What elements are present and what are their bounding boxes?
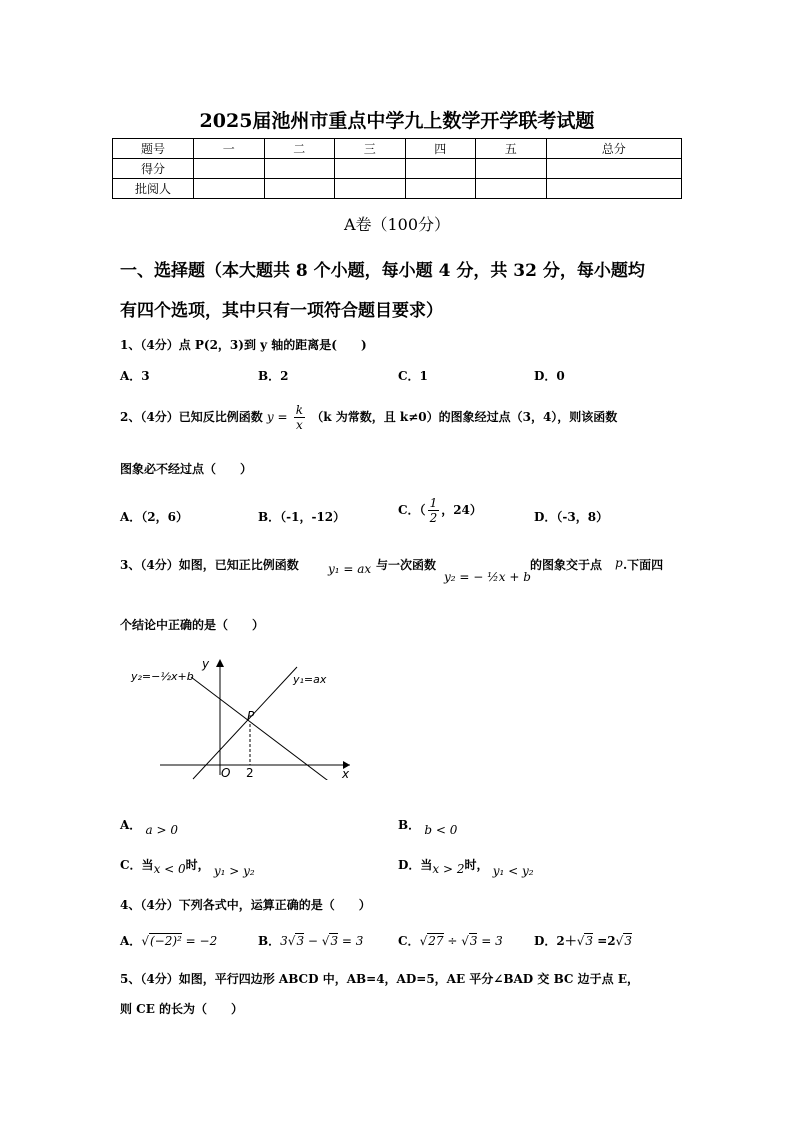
q4-option-d-label: D．2＋	[534, 934, 577, 948]
q2-option-c[interactable]	[398, 496, 482, 525]
table-row	[113, 139, 682, 159]
q3-option-c-res: y₁ > y₂	[213, 864, 255, 878]
q4-option-b-coef: 3	[280, 934, 288, 948]
table-cell: 题号	[113, 139, 194, 159]
q3-y2-formula: y₂ = − ½x + b	[444, 570, 531, 584]
q2-stem-a: 2、（4分）已知反比例函数	[120, 410, 263, 424]
q4-option-c-result: = 3	[477, 934, 503, 948]
label-y2: y₂=−½x+b	[131, 670, 194, 683]
q3-option-c-mid: 时，	[185, 858, 210, 872]
part1-heading-line2: 有四个选项，其中只有一项符合题目要求）	[120, 301, 443, 321]
q1-option-d[interactable]: D．0	[534, 369, 565, 383]
q4-option-a-radicand: (−2)²	[149, 934, 182, 948]
q4-option-b-label: B．	[258, 934, 281, 948]
q3-point-label: p	[615, 556, 623, 570]
q2-option-c-fraction	[428, 496, 440, 525]
q1-option-c[interactable]: C．1	[398, 369, 428, 383]
q3-stem-d: .下面四	[623, 558, 664, 572]
q2-func-lhs: y =	[266, 410, 288, 424]
q3-option-b[interactable]	[398, 816, 458, 837]
q4-option-c[interactable]	[398, 932, 503, 949]
fraction-numerator: k	[295, 403, 304, 417]
section-a-heading: A卷（100分）	[343, 215, 451, 234]
score-input-cell[interactable]	[476, 179, 547, 199]
table-row	[113, 179, 682, 199]
q4-option-b-mid: −	[304, 934, 322, 948]
q1-stem: 1、（4分）点 P(2，3)到 y 轴的距离是( )	[120, 338, 367, 352]
label-origin: O	[221, 766, 231, 780]
score-input-cell[interactable]	[335, 179, 406, 199]
fraction-denominator: 2	[429, 511, 438, 525]
score-input-cell[interactable]	[405, 179, 476, 199]
q3-option-b-math: b < 0	[424, 823, 458, 837]
score-input-cell[interactable]	[194, 179, 265, 199]
sqrt-sign-icon: √	[141, 934, 149, 948]
score-input-cell[interactable]	[476, 159, 547, 179]
q4-option-a-label: A．	[120, 934, 142, 948]
y-axis-arrow-icon	[216, 659, 224, 667]
q3-option-d[interactable]	[398, 856, 534, 878]
q3-option-d-res: y₁ < y₂	[492, 864, 534, 878]
label-tick-2: 2	[246, 766, 254, 780]
q3-stem-a: 3、（4分）如图，已知正比例函数	[120, 558, 299, 572]
fraction-denominator: x	[295, 418, 303, 432]
score-input-cell[interactable]	[546, 159, 682, 179]
score-table	[112, 138, 682, 199]
table-cell: 得分	[113, 159, 194, 179]
q2-stem-line1	[120, 403, 617, 432]
q3-stem-e: 个结论中正确的是（ ）	[120, 618, 265, 632]
q3-option-b-label: B．	[398, 818, 421, 832]
table-cell: 四	[405, 139, 476, 159]
q2-option-c-pre: C．（	[398, 503, 426, 517]
q5-stem-line2: 则 CE 的长为（ ）	[120, 1002, 244, 1016]
q3-option-c-cond: x < 0	[153, 862, 186, 876]
q3-option-a-math: a > 0	[145, 823, 178, 837]
sqrt-sign-icon: √	[287, 934, 296, 948]
q4-option-c-label: C．	[398, 934, 420, 948]
q4-option-d-radicand1: 3	[585, 934, 594, 948]
q4-option-d[interactable]	[534, 932, 632, 949]
table-cell: 二	[264, 139, 335, 159]
sqrt-sign-icon: √	[461, 934, 469, 948]
table-cell: 一	[194, 139, 265, 159]
q3-option-c-label: C．当	[120, 858, 154, 872]
q4-option-a-result: = −2	[181, 934, 218, 948]
fraction-numerator: 1	[429, 496, 438, 510]
q4-option-b-radicand2: 3	[330, 934, 339, 948]
q4-option-d-mid: =2	[593, 934, 616, 948]
q2-option-d[interactable]: D．（-3，8）	[534, 510, 609, 524]
q4-option-c-radicand1: 27	[428, 934, 444, 948]
score-input-cell[interactable]	[335, 159, 406, 179]
q4-option-b[interactable]	[258, 932, 363, 949]
score-input-cell[interactable]	[405, 159, 476, 179]
q5-stem-line1: 5、（4分）如图，平行四边形 ABCD 中，AB=4，AD=5，AE 平分∠BAD 交 BC 边于点 E，	[120, 972, 639, 986]
sqrt-sign-icon: √	[576, 934, 585, 948]
q2-option-b[interactable]: B．（-1，-12）	[258, 510, 346, 524]
q3-option-d-label: D．当	[398, 858, 433, 872]
sqrt-sign-icon: √	[419, 934, 428, 948]
q2-func-fraction	[294, 403, 305, 432]
q3-option-c[interactable]	[120, 856, 255, 878]
score-input-cell[interactable]	[546, 179, 682, 199]
q1-option-a[interactable]: A．3	[120, 369, 150, 383]
q4-option-b-radicand1: 3	[296, 934, 305, 948]
q4-option-c-mid: ÷	[443, 934, 462, 948]
q3-option-d-mid: 时，	[464, 858, 489, 872]
q4-option-a[interactable]	[120, 932, 217, 949]
table-cell: 五	[476, 139, 547, 159]
q4-option-d-radicand2: 3	[624, 934, 632, 948]
q2-option-a[interactable]: A．（2，6）	[120, 510, 189, 524]
table-cell: 批阅人	[113, 179, 194, 199]
q2-option-c-post: ，24）	[441, 503, 482, 517]
q4-option-c-radicand2: 3	[469, 934, 478, 948]
q3-graph	[125, 655, 365, 780]
q4-stem: 4、（4分）下列各式中，运算正确的是（ ）	[120, 898, 371, 912]
sqrt-sign-icon: √	[615, 934, 624, 948]
score-input-cell[interactable]	[194, 159, 265, 179]
q3-stem-c: 的图象交于点	[530, 558, 603, 572]
exam-title: 2025届池州市重点中学九上数学开学联考试题	[199, 110, 595, 132]
line-y1	[193, 667, 297, 779]
table-row	[113, 159, 682, 179]
q3-option-d-cond: x > 2	[432, 862, 465, 876]
label-y1: y₁=ax	[293, 673, 327, 686]
table-cell: 总分	[546, 139, 682, 159]
q3-option-a-label: A．	[120, 818, 142, 832]
q1-option-b[interactable]: B．2	[258, 369, 289, 383]
label-point-p: P	[247, 709, 255, 723]
q3-stem-b: 与一次函数	[376, 558, 437, 572]
q2-stem-line2: 图象必不经过点（ ）	[120, 462, 253, 476]
q2-stem-b: （k 为常数，且 k≠0）的图象经过点（3，4），则该函数	[311, 410, 618, 424]
score-input-cell[interactable]	[264, 159, 335, 179]
label-axis-y: y	[202, 657, 210, 671]
sqrt-sign-icon: √	[321, 934, 330, 948]
q3-option-a[interactable]	[120, 816, 178, 837]
q3-y1-formula: y₁ = ax	[328, 562, 372, 576]
label-axis-x: x	[342, 767, 350, 780]
score-input-cell[interactable]	[264, 179, 335, 199]
part1-heading-line1: 一、选择题（本大题共 8 个小题，每小题 4 分，共 32 分，每小题均	[120, 261, 645, 281]
table-cell: 三	[335, 139, 406, 159]
q4-option-b-result: = 3	[338, 934, 364, 948]
